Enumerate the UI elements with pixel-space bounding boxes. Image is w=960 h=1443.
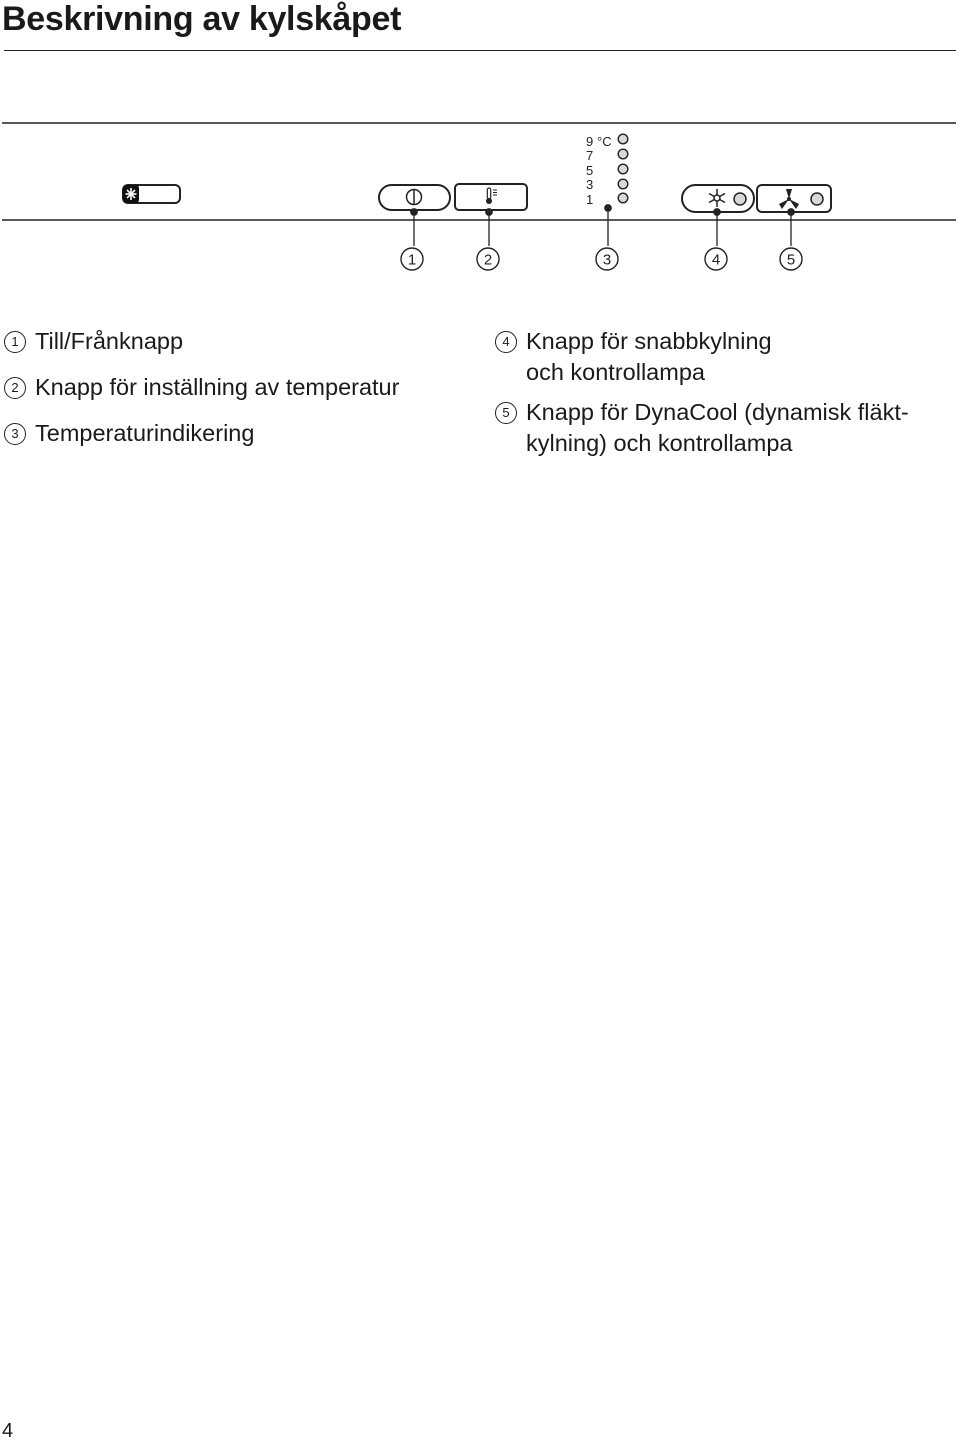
legend-number: 1 (4, 331, 26, 353)
callout-label-4: 4 (711, 251, 721, 269)
scale-level-5: 5 (586, 163, 594, 178)
legend-number: 2 (4, 377, 26, 399)
leader-dot-1 (411, 209, 417, 215)
scale-led-5 (618, 164, 628, 174)
leader-dot-5 (788, 209, 794, 215)
legend-text-line-2: och kontrollampa (526, 359, 705, 385)
legend-item-2 (4, 372, 399, 403)
legend-item-5 (495, 397, 909, 459)
control-panel-diagram (0, 110, 960, 280)
legend-left (4, 326, 399, 464)
scale-unit: °C (597, 134, 612, 149)
callout-label-1: 1 (407, 251, 417, 269)
freezer-star-icon (123, 185, 180, 203)
legend-number: 3 (4, 423, 26, 445)
page-title: Beskrivning av kylskåpet (2, 0, 402, 38)
temperature-button[interactable] (455, 184, 527, 210)
scale-led-3 (618, 179, 628, 189)
temperature-scale (586, 134, 628, 207)
legend-item-1 (4, 326, 399, 357)
scale-led-7 (618, 149, 628, 159)
legend-text: Till/Frånknapp (35, 328, 184, 354)
scale-level-1: 1 (586, 192, 594, 207)
legend-number: 5 (495, 402, 517, 424)
callout-label-5: 5 (786, 251, 796, 269)
scale-level-7: 7 (586, 148, 594, 163)
leader-dot-4 (714, 209, 720, 215)
scale-led-1 (618, 193, 628, 203)
legend-number: 4 (495, 331, 517, 353)
scale-led-9 (618, 134, 628, 144)
page-number: 4 (2, 1420, 14, 1442)
legend-text-line-1: Knapp för snabbkylning (526, 328, 772, 354)
leader-dot-2 (486, 209, 492, 215)
dynacool-indicator-lamp (811, 193, 823, 205)
scale-level-9: 9 (586, 134, 594, 149)
legend-text-line-2: kylning) och kontrollampa (526, 430, 793, 456)
supercool-button[interactable] (682, 185, 754, 212)
supercool-indicator-lamp (734, 193, 746, 205)
callout-label-2: 2 (483, 251, 493, 269)
dynacool-button[interactable] (757, 185, 831, 212)
scale-level-3: 3 (586, 177, 594, 192)
legend-item-3 (4, 418, 399, 449)
legend-text: Temperaturindikering (35, 420, 255, 446)
title-divider (4, 50, 956, 51)
leader-dot-3 (605, 205, 611, 211)
legend-text: Knapp för inställning av temperatur (35, 374, 400, 400)
legend-text-line-1: Knapp för DynaCool (dynamisk fläkt- (526, 399, 909, 425)
legend-right (495, 326, 909, 474)
power-button[interactable] (379, 185, 450, 210)
callout-label-3: 3 (602, 251, 612, 269)
legend-item-4 (495, 326, 909, 388)
